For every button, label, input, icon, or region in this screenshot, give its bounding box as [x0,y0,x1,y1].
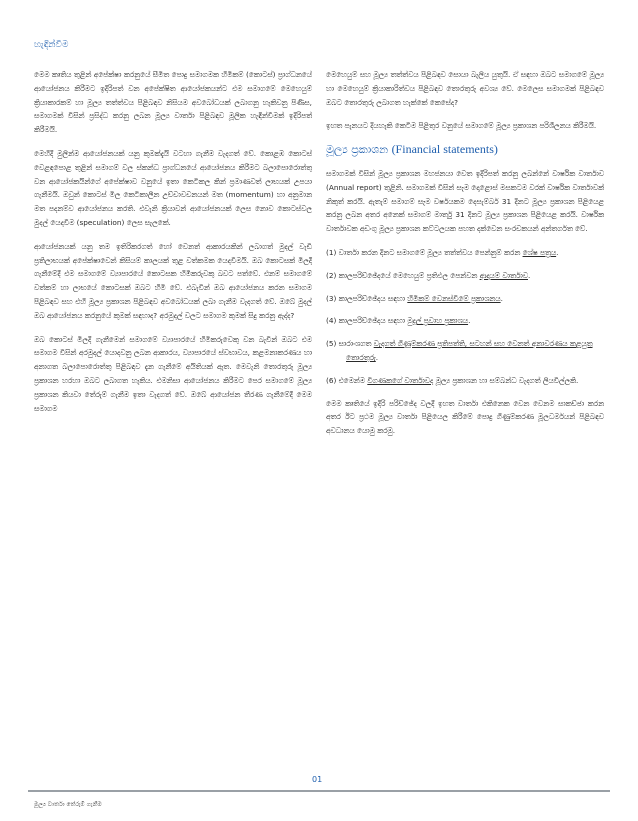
list-item [326,374,604,388]
list-number: (1) [326,247,339,257]
paragraph: මෙහිදී මුලින්ම ආයෝජනයක් යනු කුමක්දැයි වටහා ගැනීම වැදගත් වේ. කොළඹ කොටස් වෙළඳපොළ තුළින් සමාගම් වල ස්කන්ධ ප්‍රාග්ධනයේ ආයෝජනය කිරීමට බලාපොරොත්තු වන ආයෝජකයින්ගේ අපේක්ෂාව වනුයේ ඉතා කෙටිකල කින් ප්‍රමාණවත් ලාභයක් උපයා ගැනීමයි. ඔවුන් කොටස් මිල කෙටිකාලීන උච්චාවචනයන් මත (momentum) හා අනුමාන මත පදනම්ව ආයෝජනය කරති. එවැනි ක්‍රියාවන් ආයෝජනයක් ලෙස නොව කොටස්වල මුදල් යෙදවීම (speculation) ලෙස සැලකේ. [34,148,312,227]
paragraph: මෙම කෘතියේ ඉදිරි පරිච්ඡේද වලදී ඉහත වාර්තා එකිනෙක වෙන වෙනම සාකච්ඡා කරන අතර ඊට ප්‍රථම මූල්‍ය වාර්තා පිළියෙල කිරීමේ පොදු ගිණුම්කරණ මූලධර්මයන් පිළිබඳව අවධානය යොමු කරමු. [326,398,604,436]
paragraph: මෙම කෘතිය තුළින් අපේක්ෂා කරනුයේ සීමිත පොදු සමාගමක හිමිකම් (කොටස්) ප්‍රාග්ධනයේ ආයෝජනය කිරීමට ඉදිරිපත් වන අපේක්ෂිත ආයෝජකයන්ට එම සමාගමේ මෙහෙයුම් ක්‍රියාකාරකම් හා මූල්‍ය තත්ත්වය පිළිබඳව නිසියම අවබෝධයක් ලබාගනු හැකිවනු පිණිස, සමාගමක් විසින් ප්‍රසිද්ධ කරනු ලබන මූල්‍ය වාර්තා පිළිබඳව මූලික හැඳින්වීමක් ඉදිරිපත් කිරීමයි. [34,70,312,135]
list-text: . [468,316,471,326]
paragraph: ඔබ කොටස් මිලදී ගැනීමෙන් සමාගමේ ව්‍යාපාරයේ හිමිකරුවෙකු වන බැවින් ඔබට එම සමාගම විසින් අරමුදල් යොදවනු ලබන ආකාරය, ව්‍යාපාරයේ ස්වභාවය, කළමනාකරණය හා අනාගත බලාපොරොත්තු පිළිබඳව දැන ගැනීමේ අයිතියක් ඇත. මෙවැනි තොරතුරු මූල්‍ය ප්‍රකාශන හරහා ඔබට ලබාගත හැකිය. එමනිසා ආයෝජනය කිරීමට පෙර සමාගමේ මූල්‍ය ප්‍රකාශන කියවා තේරුම් ගැනීම ඉතා වැදගත් වේ. ඔබේ ආයෝජන තීරණ ගැනීමේදී මෙම සමාගම [34,334,312,413]
section-title-si: මූල්‍ය ප්‍රකාශන [326,143,389,157]
list-underlined-term: වැදගත් ගිණුම්කරණ ප්‍රතිපත්ති, සටහන් සහ වෙනත් අනාවරණය කළයුතු තොරතුරු [346,339,593,362]
list-number: (5) [326,339,339,349]
section-title-en: (Financial statements) [391,142,498,157]
paragraph: සමාගමක් විසින් මූල්‍ය ප්‍රකාශන මහජනයා වෙත ඉදිරිපත් කරනු ලබන්නේ වාර්ෂික වාර්තාව (Annual report) තුළිනි. සමාගමක් විසින් සෑම දොළොස් මසකටම වරක් වාර්ෂික වාර්තාවක් නිකුත් කරයි. ඇතැම් සමාගම් සෑම වර්ෂයකම දෙසැම්බර් 31 දිනට මූල්‍ය ප්‍රකාශන පිළියෙළ කරනු ලබන අතර අනෙක් සමාගම් මාර්තු 31 දිනට මූල්‍ය ප්‍රකාශන පිළියෙළ කරයි. වාර්ෂික වාර්තාවක අඩංගු මූල්‍ය ප්‍රකාශන කට්ටලයක පහත දක්වෙන සංරචකයන් අන්තර්ගත වේ. [326,168,604,234]
list-text: . [556,247,559,257]
list-text: . [500,293,503,303]
list-item [326,337,604,365]
right-column [326,68,604,448]
list-text: කාලපරිච්ඡේදයේ මෙහෙයුම් ප්‍රතිඵල පෙන්වන [338,270,480,280]
list-text: කාලපරිච්ඡේදය සඳහා [338,316,408,326]
list-number: (3) [326,293,339,303]
list-item [326,269,604,283]
list-item [326,314,604,328]
page-number: 01 [312,775,323,784]
paragraph: ඉහත පැනයට දියහැකි කෙටිම පිළිතුර වනුයේ සමාගමේ මූල්‍ය ප්‍රකාශන පරිශීලනය කිරීමයි. [326,121,597,131]
list-underlined-term: හිමිකම් වෙනස්වීමේ ප්‍රකාශනය [407,293,501,303]
list-text: . [375,352,379,362]
list-number: (6) [326,375,339,385]
footer-title: මූල්‍ය වාර්තා තේරුම් ගැනීම [34,801,102,808]
list-underlined-term: විගණකගේ වාර්තාවද [367,375,434,385]
page-heading: හැඳින්වීම [34,40,69,50]
list-number: (2) [326,270,339,280]
list-text: වාර්තා කරන දිනට සමාගමේ මූල්‍ය තත්ත්වය පෙන්නුම් කරන [338,247,523,257]
list-text: සාරාංශගත [338,339,374,349]
paragraph: මෙහෙයුම් සහ මූල්‍ය තත්ත්වය පිළිබඳව සොයා බැලිය යුතුයි. ඒ සඳහා ඔබට සමාගමේ මූල්‍ය හා මෙහෙයුම් ක්‍රියාකාරිත්වය පිළිබඳව තොරතුරු අවශ්‍ය වේ. මෙලෙස සමාගමක් පිළිබඳව ඔබට තොරතුරු ලබාගත හැක්කේ කෙසේද? [326,70,604,107]
list-text: එමෙන්ම [338,375,368,385]
list-item [326,292,604,306]
section-title [326,143,604,157]
list-number: (4) [326,316,339,326]
list-underlined-term: ආදායම් වාර්තාව [479,270,528,280]
list-item [326,246,604,260]
footer-divider [28,790,610,792]
left-column [34,68,312,425]
list-underlined-term: ශේෂ පත්‍රය [522,247,557,257]
component-list [326,246,604,388]
list-text: කාලපරිච්ඡේදය සඳහා [338,293,408,303]
list-text: මූල්‍ය ප්‍රකාශන හා සම්බන්ධ වැදගත් ලියවිල්ලකි. [433,375,579,385]
list-text: . [528,270,531,280]
list-underlined-term: මුදල් ප්‍රවාහ ප්‍රකාශය [407,316,469,326]
paragraph: ආයෝජනයක් යනු තම ඉතිරිකරගත් හෝ වෙනත් ආකාරයකින් ලබාගත් මුදල් වැඩි ප්‍රතිලාභයක් අපේක්ෂාවෙන් කිසියම් කාලයක් තුළ වත්කමක යෙදවීමයි. ඔබ කොටසක් මිලදී ගැනීමේදී එම සමාගමේ ව්‍යාපාරයේ කොටසක හිමිකරුවකු බවට පත්වේ. එනම් සමාගමේ වත්කම් හා ලාභයේ කොටසක් ඔබට හිමි වේ. එබැවින් ඔබ ආයෝජනය කරන සමාගම පිළිබඳව සහ එහි මූල්‍ය ප්‍රකාශන පිළිබඳව අවබෝධයක් ලබා ගැනීම වැදගත් වේ. ඔබේ මුදල් ඔබ ආයෝජනය කරනුයේ කුමක් සඳහාද? අරමුදල් වලට සමාගම කුමක් සිදු කරනු ඇද්ද? [34,241,312,320]
